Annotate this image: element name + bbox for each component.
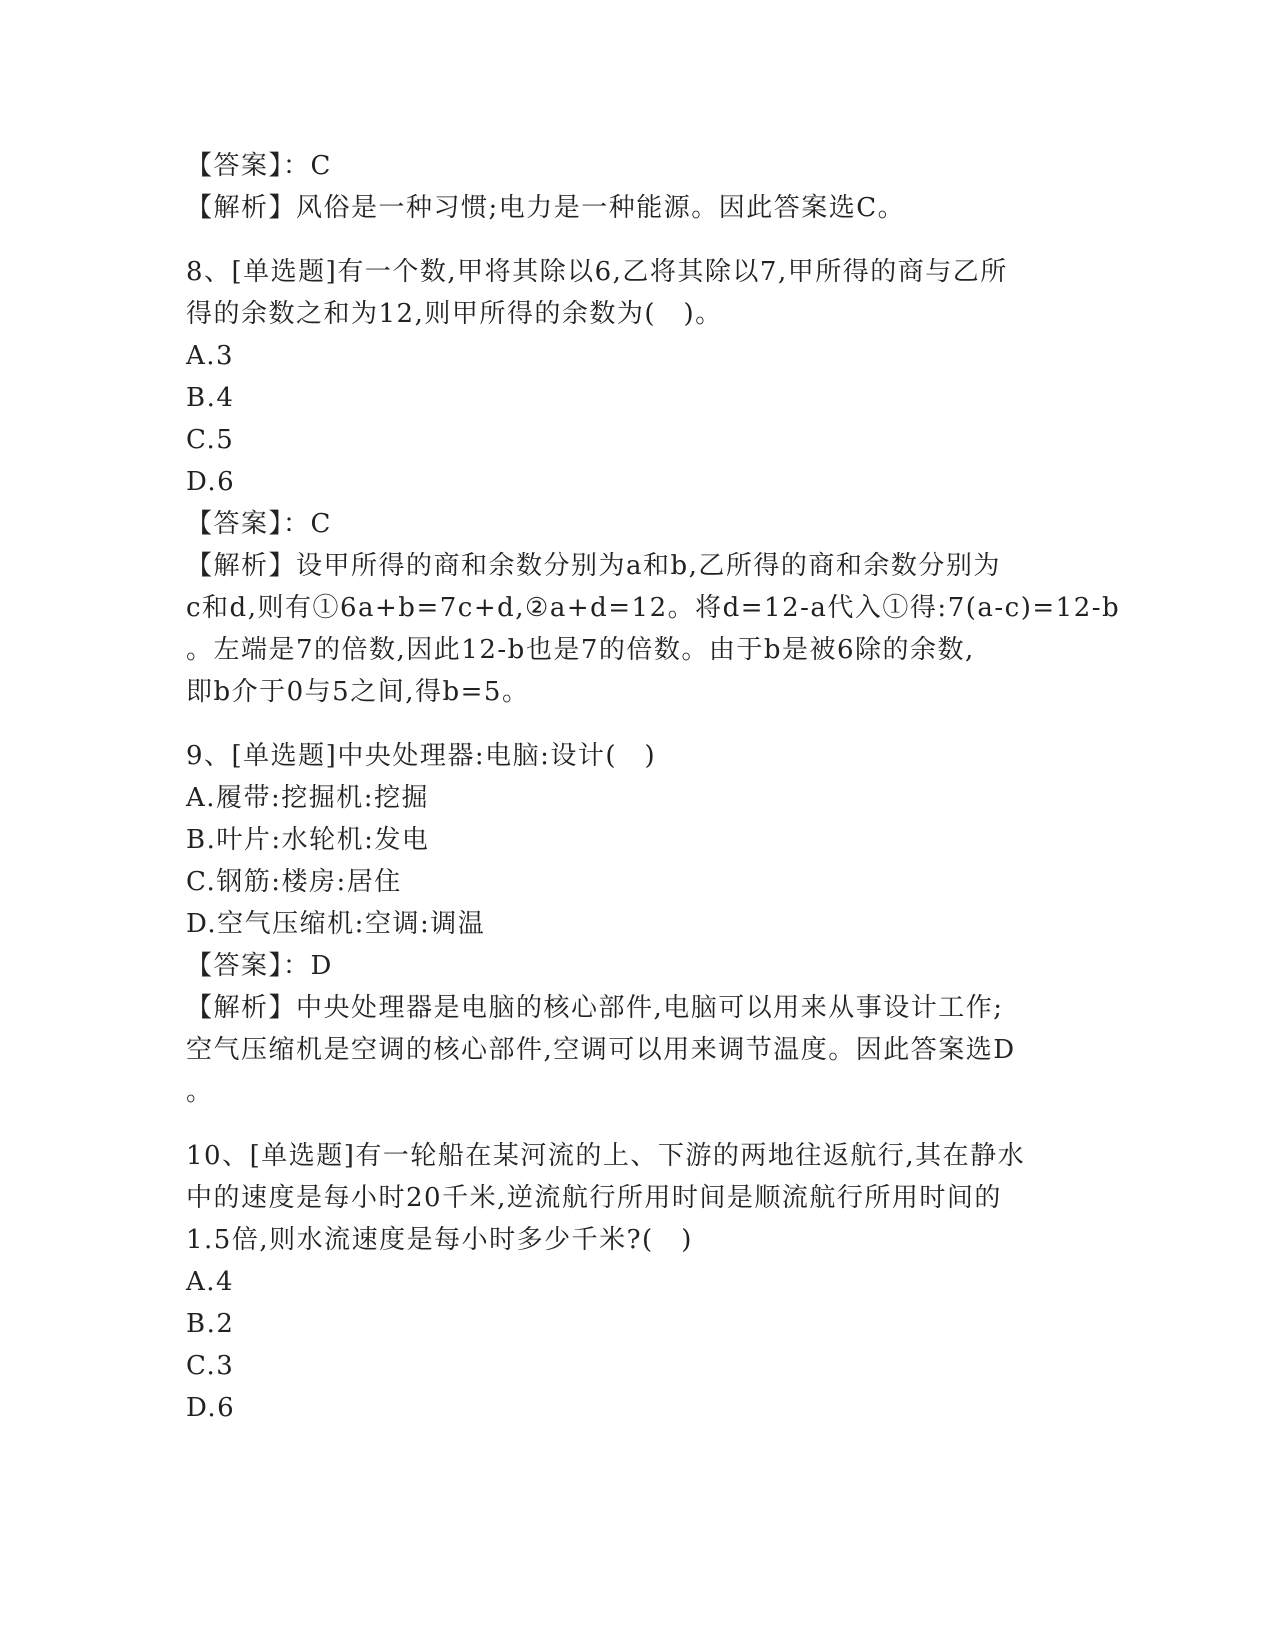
answer-line: 【答案】：D [186,951,333,981]
analysis-line: 【解析】设甲所得的商和余数分别为a和b,乙所得的商和余数分别为 [186,551,1001,581]
analysis-line: 【解析】风俗是一种习惯;电力是一种能源。因此答案选C。 [186,193,906,223]
option-a: A.4 [186,1267,235,1297]
question-10 [186,1135,1086,1429]
analysis-line: c和d,则有①6a+b=7c+d,②a+d=12。将d=12-a代入①得:7(a-c)=12-b [186,593,1121,623]
option-b: B.叶片:水轮机:发电 [186,825,430,855]
option-c: C.钢筋:楼房:居住 [186,867,402,897]
question-stem-line: 中的速度是每小时20千米,逆流航行所用时间是顺流航行所用时间的 [186,1183,1002,1213]
option-d: D.空气压缩机:空调:调温 [186,909,486,939]
analysis-line: 即b介于0与5之间,得b=5。 [186,677,530,707]
question-stem-line: 得的余数之和为12,则甲所得的余数为( )。 [186,299,723,329]
question-8 [186,251,1121,713]
option-a: A.3 [186,341,235,371]
question-stem-line: 9、[单选题]中央处理器:电脑:设计( ) [186,741,657,771]
option-b: B.4 [186,383,235,413]
option-c: C.3 [186,1351,235,1381]
question-7-tail [186,145,1086,229]
question-stem-line: 1.5倍,则水流速度是每小时多少千米?( ) [186,1225,693,1255]
analysis-line: 。 [186,1077,214,1107]
answer-line: 【答案】：C [186,509,332,539]
option-a: A.履带:挖掘机:挖掘 [186,783,430,813]
analysis-line: 空气压缩机是空调的核心部件,空调可以用来调节温度。因此答案选D [186,1035,1016,1065]
answer-line: 【答案】：C [186,151,332,181]
analysis-line: 。左端是7的倍数,因此12-b也是7的倍数。由于b是被6除的余数, [186,635,975,665]
question-9 [186,735,1086,1113]
question-stem-line: 10、[单选题]有一轮船在某河流的上、下游的两地往返航行,其在静水 [186,1141,1026,1171]
question-stem-line: 8、[单选题]有一个数,甲将其除以6,乙将其除以7,甲所得的商与乙所 [186,257,1008,287]
analysis-line: 【解析】中央处理器是电脑的核心部件,电脑可以用来从事设计工作; [186,993,1004,1023]
document-page [186,145,1121,1429]
option-c: C.5 [186,425,235,455]
option-b: B.2 [186,1309,235,1339]
option-d: D.6 [186,467,236,497]
option-d: D.6 [186,1393,236,1423]
